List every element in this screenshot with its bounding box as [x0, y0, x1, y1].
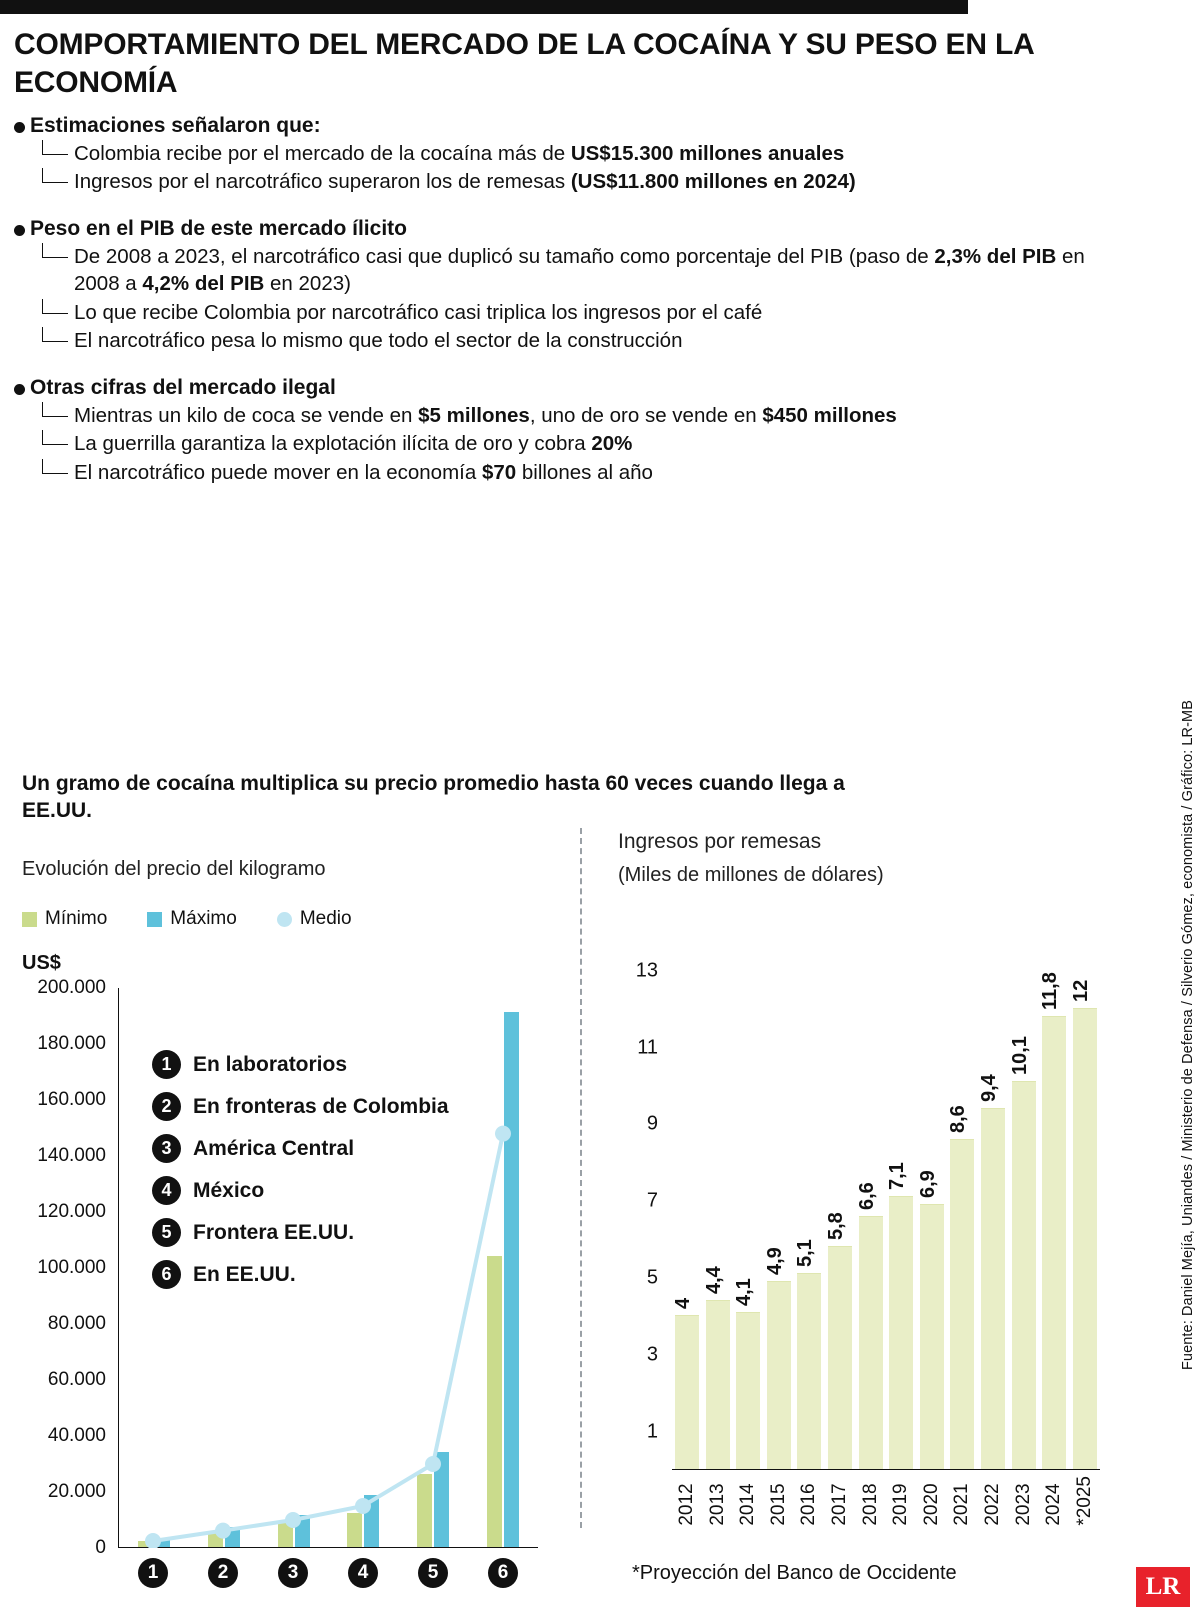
x-tick-label	[796, 1476, 822, 1526]
key-label: En laboratorios	[193, 1052, 348, 1076]
bar	[916, 1170, 944, 1469]
bullet-blocks	[6, 114, 1130, 486]
right-chart-x-axis	[672, 1476, 1100, 1526]
bar	[763, 1247, 791, 1469]
bar-column	[1039, 971, 1067, 1469]
x-axis-marker: 6	[488, 1558, 518, 1588]
y-tick-label: 11	[637, 1036, 658, 1059]
y-tick-label: 20.000	[47, 1481, 106, 1502]
x-tick-text: 2017	[829, 1483, 851, 1526]
bullet-sub-text: Colombia recibe por el mercado de la cocaína más de US$15.300 millones anuales	[74, 141, 845, 165]
bullet-block	[14, 217, 1130, 354]
x-tick-text: 2024	[1043, 1483, 1065, 1526]
x-tick-label	[949, 1476, 975, 1526]
legend-swatch-med	[277, 912, 292, 927]
bar-column	[733, 1277, 761, 1469]
bullet-sub-text: La guerrilla garantiza la explotación ilícita de oro y cobra 20%	[74, 432, 633, 456]
y-tick-label: 60.000	[47, 1369, 106, 1390]
legend-item-max	[147, 908, 237, 930]
right-chart-subtitle: (Miles de millones de dólares)	[618, 864, 884, 886]
x-tick-text: 2019	[890, 1483, 912, 1526]
source-credit: Fuente: Daniel Mejía, Uniandes / Ministerio de Defensa / Silverio Gómez, economista / Gráfico: LR-MB	[1180, 700, 1196, 1371]
legend-swatch-min	[22, 912, 37, 927]
y-tick-label: 3	[646, 1343, 658, 1366]
bar-column	[978, 1074, 1006, 1469]
tree-elbow-icon	[42, 299, 68, 314]
x-axis-marker: 3	[278, 1558, 308, 1588]
key-item	[152, 1218, 449, 1247]
lr-logo: LR	[1136, 1567, 1190, 1607]
bullet-sub-text: De 2008 a 2023, el narcotráfico casi que duplicó su tamaño como porcentaje del PIB (paso de 2,3% del PIB en 2008 a 4,2% del PIB en 2023)	[74, 245, 1085, 296]
bar-value-label: 5,8	[825, 1212, 848, 1241]
key-item	[152, 1092, 449, 1121]
x-tick-text: 2021	[951, 1483, 973, 1526]
y-tick-label: 80.000	[47, 1313, 106, 1334]
left-chart-x-axis	[118, 1558, 538, 1588]
x-axis-marker: 2	[208, 1558, 238, 1588]
x-tick-text: 2015	[767, 1483, 789, 1526]
x-tick-label	[1011, 1476, 1037, 1526]
bar-column	[763, 1247, 792, 1469]
bullet-sub-text: Lo que recibe Colombia por narcotráfico casi triplica los ingresos por el café	[74, 300, 763, 324]
right-chart-plot	[672, 940, 1100, 1470]
x-tick-text: 2018	[859, 1483, 881, 1526]
y-tick-label: 100.000	[37, 1257, 106, 1278]
bar-column	[702, 1266, 731, 1469]
x-tick-label	[919, 1476, 945, 1526]
bullet-sub-item	[40, 168, 1130, 195]
key-label: América Central	[193, 1136, 355, 1160]
bullet-block	[14, 114, 1130, 196]
charts-section	[0, 770, 1130, 1621]
bar-column	[886, 1162, 914, 1469]
bullet-sub-text: Mientras un kilo de coca se vende en $5 millones, uno de oro se vende en $450 millones	[74, 404, 897, 428]
bullet-sub-text: Ingresos por el narcotráfico superaron los de remesas (US$11.800 millones en 2024)	[74, 169, 856, 193]
key-marker: 6	[152, 1260, 181, 1289]
x-tick-label	[858, 1476, 884, 1526]
legend-label-med: Medio	[299, 908, 352, 929]
bar-value-label: 4,4	[702, 1266, 725, 1295]
trend-point	[145, 1533, 161, 1548]
bullet-block-heading	[14, 217, 1130, 241]
y-tick-label: 0	[95, 1537, 106, 1558]
x-tick-label	[1072, 1476, 1098, 1526]
bullet-block-heading	[14, 376, 1130, 400]
bar-value-label: 4,1	[733, 1277, 756, 1306]
bar	[978, 1074, 1005, 1469]
bullet-sub-list	[40, 402, 1130, 486]
bar-column	[794, 1239, 822, 1469]
bullet-dot-icon	[14, 122, 25, 133]
bar-column	[855, 1181, 884, 1469]
bullet-sub-item	[40, 299, 1130, 326]
x-tick-text: 2016	[798, 1483, 820, 1526]
bar-column	[672, 1298, 700, 1469]
charts-heading: Un gramo de cocaína multiplica su precio promedio hasta 60 veces cuando llega a EE.UU.	[22, 772, 845, 823]
x-tick-text: 2022	[982, 1483, 1004, 1526]
bullet-dot-icon	[14, 384, 25, 395]
x-tick-text: *2025	[1073, 1476, 1095, 1526]
bullet-block-heading-text: Peso en el PIB de este mercado ílicito	[30, 217, 407, 241]
right-chart-y-axis	[600, 940, 662, 1470]
tree-elbow-icon	[42, 243, 68, 258]
bar	[1008, 1036, 1036, 1469]
x-tick-text: 2014	[737, 1483, 759, 1526]
left-chart-units: US$	[22, 952, 61, 974]
page-title: COMPORTAMIENTO DEL MERCADO DE LA COCAÍNA Y SU PESO EN LA ECONOMÍA	[14, 28, 1034, 99]
trend-point	[285, 1512, 301, 1528]
bar-value-label: 11,8	[1039, 971, 1062, 1010]
key-item	[152, 1260, 449, 1289]
legend-swatch-max	[147, 912, 162, 927]
left-chart-title: Evolución del precio del kilogramo	[22, 858, 326, 880]
bar-value-label: 12	[1069, 979, 1092, 1003]
bullet-block-heading-text: Otras cifras del mercado ilegal	[30, 376, 336, 400]
y-tick-label: 180.000	[37, 1033, 106, 1054]
x-tick-text: 2023	[1012, 1483, 1034, 1526]
bar-value-label: 7,1	[886, 1162, 909, 1191]
legend-label-min: Mínimo	[45, 908, 108, 929]
bar-value-label: 5,1	[794, 1239, 817, 1268]
bar-value-label: 9,4	[978, 1074, 1001, 1102]
bar	[672, 1298, 699, 1469]
y-tick-label: 140.000	[37, 1145, 106, 1166]
bar-column	[916, 1170, 945, 1469]
y-tick-label: 5	[646, 1266, 658, 1289]
bullet-sub-item	[40, 430, 1130, 457]
key-marker: 4	[152, 1176, 181, 1205]
bar-value-label: 10,1	[1008, 1036, 1031, 1076]
key-item	[152, 1176, 449, 1205]
x-tick-label	[705, 1476, 731, 1526]
key-label: México	[193, 1178, 265, 1202]
x-tick-text: 2013	[706, 1483, 728, 1526]
bar	[825, 1212, 852, 1469]
y-tick-label: 13	[635, 959, 658, 982]
bullet-sub-text: El narcotráfico puede mover en la economía $70 billones al año	[74, 460, 653, 484]
key-label: En EE.UU.	[193, 1262, 296, 1286]
bullet-sub-item	[40, 459, 1130, 486]
bar-value-label: 6,6	[855, 1181, 878, 1210]
bar-column	[1008, 1036, 1037, 1469]
right-chart-title: Ingresos por remesas	[618, 830, 822, 853]
bar-column	[947, 1104, 975, 1469]
left-chart-legend	[22, 908, 352, 930]
bar-column	[825, 1212, 853, 1469]
bullet-block-heading-text: Estimaciones señalaron que:	[30, 113, 321, 137]
y-tick-label: 160.000	[37, 1089, 106, 1110]
y-tick-label: 40.000	[47, 1425, 106, 1446]
bullet-dot-icon	[14, 225, 25, 236]
tree-elbow-icon	[42, 140, 68, 155]
key-item	[152, 1134, 449, 1163]
x-axis-marker: 1	[138, 1558, 168, 1588]
legend-label-max: Máximo	[170, 908, 237, 929]
bar	[1039, 971, 1066, 1469]
bar	[855, 1181, 883, 1469]
x-tick-text: 2020	[920, 1483, 942, 1526]
right-chart-footnote: *Proyección del Banco de Occidente	[632, 1562, 957, 1584]
left-chart-key-list	[152, 1050, 449, 1302]
x-tick-text: 2012	[676, 1483, 697, 1526]
right-chart-bars	[672, 940, 1100, 1469]
key-marker: 1	[152, 1050, 181, 1079]
x-tick-label	[766, 1476, 792, 1526]
bullet-sub-item	[40, 243, 1130, 298]
key-label: En fronteras de Colombia	[193, 1094, 449, 1118]
trend-point	[495, 1126, 511, 1142]
key-marker: 5	[152, 1218, 181, 1247]
tree-elbow-icon	[42, 402, 68, 417]
bullet-block	[14, 376, 1130, 486]
x-tick-label	[827, 1476, 853, 1526]
x-tick-label	[735, 1476, 761, 1526]
tree-elbow-icon	[42, 430, 68, 445]
y-tick-label: 9	[646, 1112, 658, 1135]
bar	[947, 1104, 974, 1469]
bullet-block-heading	[14, 114, 1130, 138]
bar	[1069, 979, 1097, 1469]
bar-value-label: 4,9	[763, 1247, 786, 1275]
legend-item-med	[277, 908, 352, 930]
remittances-chart	[600, 830, 1120, 1526]
bar-column	[1069, 979, 1098, 1469]
bullet-sub-text: El narcotráfico pesa lo mismo que todo el sector de la construcción	[74, 328, 683, 352]
x-axis-marker: 4	[348, 1558, 378, 1588]
x-tick-label	[888, 1476, 914, 1526]
bar	[702, 1266, 730, 1469]
bar-value-label: 6,9	[916, 1170, 939, 1198]
bullet-sub-item	[40, 327, 1130, 354]
key-label: Frontera EE.UU.	[193, 1220, 355, 1244]
key-marker: 3	[152, 1134, 181, 1163]
x-tick-label	[980, 1476, 1006, 1526]
bullet-sub-item	[40, 140, 1130, 167]
bar	[794, 1239, 821, 1469]
y-tick-label: 1	[646, 1420, 658, 1443]
bullet-sub-item	[40, 402, 1130, 429]
legend-item-min	[22, 908, 107, 930]
tree-elbow-icon	[42, 459, 68, 474]
bar	[886, 1162, 913, 1469]
x-tick-label	[674, 1476, 700, 1526]
trend-point	[355, 1498, 371, 1514]
x-axis-marker: 5	[418, 1558, 448, 1588]
x-tick-label	[1041, 1476, 1067, 1526]
bar	[733, 1277, 760, 1469]
bar-value-label: 4	[672, 1298, 694, 1310]
key-marker: 2	[152, 1092, 181, 1121]
bar-value-label: 8,6	[947, 1104, 970, 1133]
left-chart-y-axis	[0, 977, 112, 1558]
y-tick-label: 120.000	[37, 1201, 106, 1222]
bullet-sub-list	[40, 140, 1130, 196]
bullet-sub-list	[40, 243, 1130, 354]
trend-point	[215, 1523, 231, 1539]
tree-elbow-icon	[42, 327, 68, 342]
chart-divider	[580, 828, 582, 1528]
y-tick-label: 200.000	[37, 977, 106, 998]
key-item	[152, 1050, 449, 1079]
tree-elbow-icon	[42, 168, 68, 183]
y-tick-label: 7	[646, 1189, 658, 1212]
trend-point	[425, 1456, 441, 1472]
